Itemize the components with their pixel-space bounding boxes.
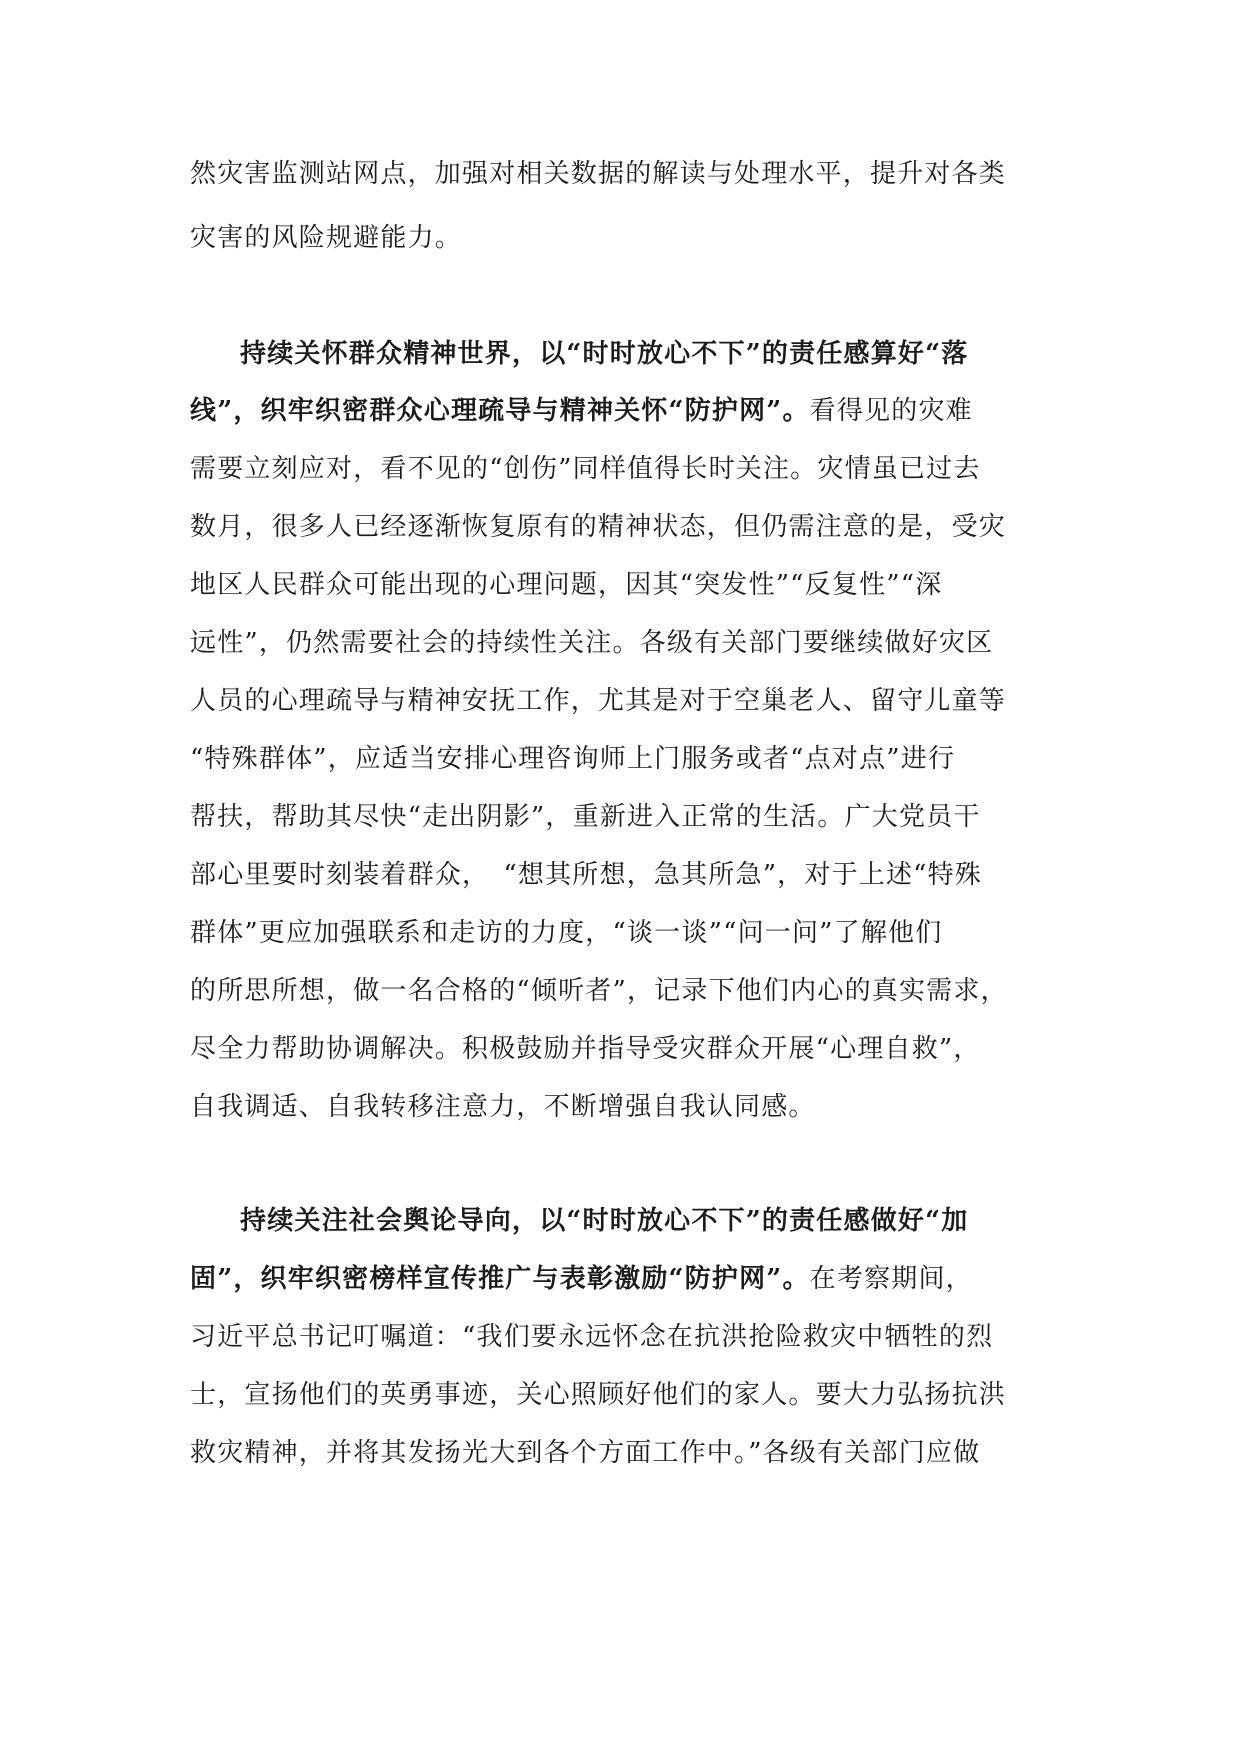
- paragraph-3-line-4: 士，宣扬他们的英勇事迹，关心照顾好他们的家人。要大力弘扬抗洪: [190, 1380, 1007, 1410]
- paragraph-2-line-11: 群体”更应加强联系和走访的力度，“谈一谈”“问一问”了解他们: [190, 918, 943, 948]
- paragraph-3-heading-line-2: 固”，织牢织密榜样宣传推广与表彰激励“防护网”。: [190, 1264, 810, 1294]
- paragraph-3-heading-line-1: 持续关注社会舆论导向，以“时时放心不下”的责任感做好“加: [240, 1206, 969, 1236]
- paragraph-2-line-5: 地区人民群众可能出现的心理问题，因其“突发性”“反复性”“深: [190, 570, 943, 600]
- paragraph-3-line-3: 习近平总书记叮嘱道：“我们要永远怀念在抗洪抢险救灾中牺牲的烈: [190, 1322, 994, 1352]
- paragraph-2-line-9: 帮扶，帮助其尽快“走出阴影”，重新进入正常的生活。广大党员干: [190, 802, 981, 832]
- paragraph-2-line-2: [190, 393, 1055, 429]
- paragraph-2-line-12: 的所思所想，做一名合格的“倾听者”，记录下他们内心的真实需求，: [190, 976, 1008, 1006]
- paragraph-2-line-6: 远性”，仍然需要社会的持续性关注。各级有关部门要继续做好灾区: [190, 628, 994, 658]
- paragraph-3-line-2-text: 在考察期间，: [809, 1264, 973, 1294]
- paragraph-2-line-13: 尽全力帮助协调解决。积极鼓励并指导受灾群众开展“心理自救”，: [190, 1034, 981, 1064]
- paragraph-2-line-4: 数月，很多人已经逐渐恢复原有的精神状态，但仍需注意的是，受灾: [190, 512, 1007, 542]
- paragraph-2-line-10: 部心里要时刻装着群众， “想其所想，急其所急”，对于上述“特殊: [190, 860, 983, 890]
- paragraph-2-line-14: 自我调适、自我转移注意力，不断增强自我认同感。: [190, 1092, 816, 1122]
- paragraph-3-line-5: 救灾精神，并将其发扬光大到各个方面工作中。”各级有关部门应做: [190, 1438, 981, 1468]
- paragraph-2-heading-line-1: 持续关怀群众精神世界，以“时时放心不下”的责任感算好“落: [240, 339, 969, 369]
- paragraph-1-line-1: 然灾害监测站网点，加强对相关数据的解读与处理水平，提升对各类: [190, 159, 1007, 189]
- paragraph-2-line-3: 需要立刻应对，看不见的“创伤”同样值得长时关注。灾情虽已过去: [190, 454, 981, 484]
- paragraph-2-line-2-text: 看得见的灾难: [809, 396, 973, 426]
- paragraph-2-line-8: “特殊群体”，应适当安排心理咨询师上门服务或者“点对点”进行: [190, 744, 956, 774]
- paragraph-2-heading-line-2: 线”，织牢织密群众心理疏导与精神关怀“防护网”。: [190, 396, 810, 426]
- paragraph-1-line-2: 灾害的风险规避能力。: [190, 223, 463, 253]
- paragraph-2-line-7: 人员的心理疏导与精神安抚工作，尤其是对于空巢老人、留守儿童等: [190, 686, 1007, 716]
- paragraph-3-line-2: [190, 1261, 1055, 1297]
